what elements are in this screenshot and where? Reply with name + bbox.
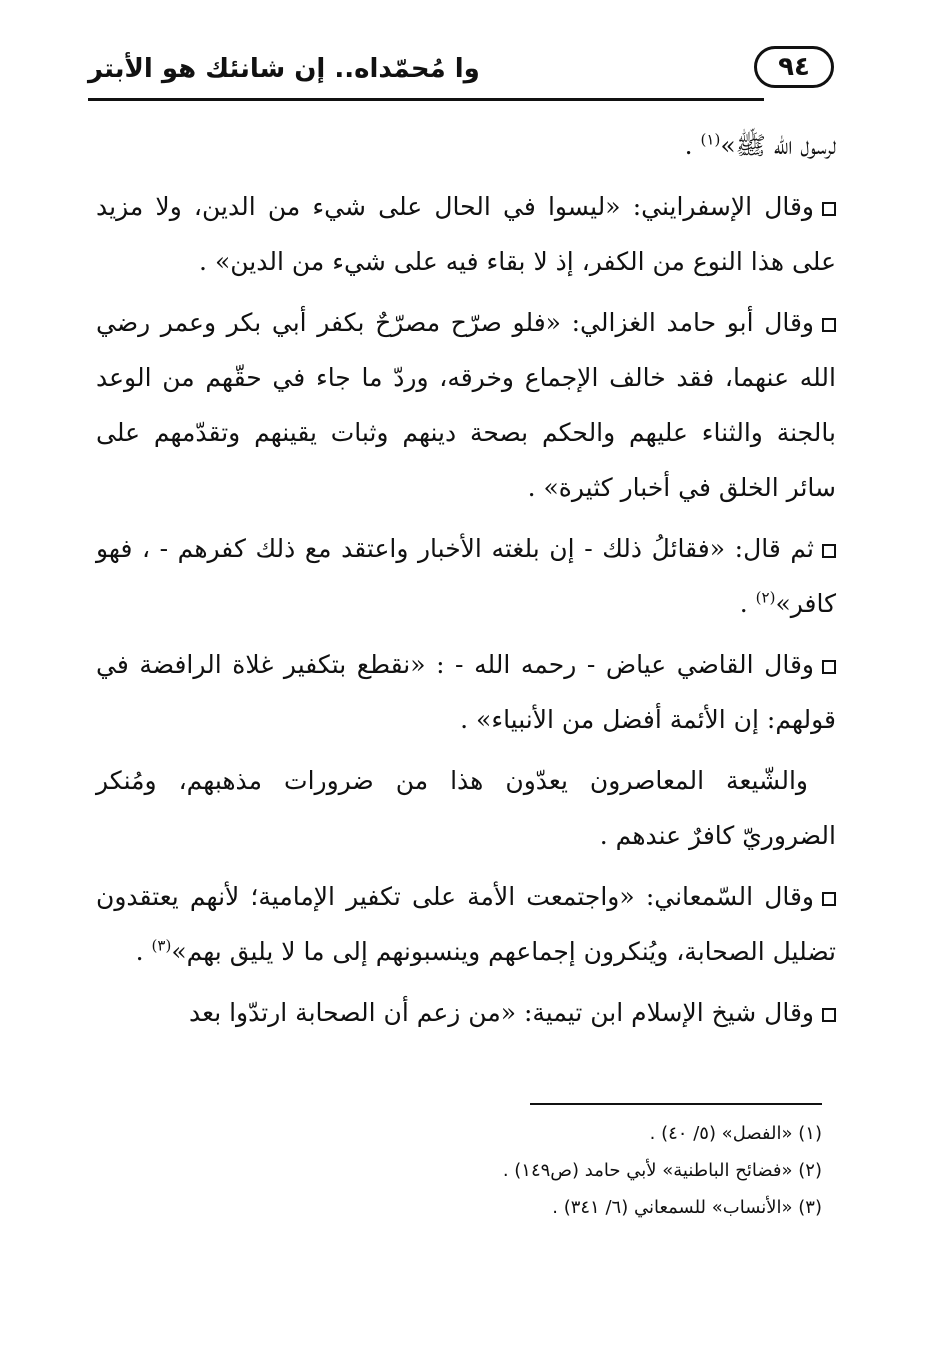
- footnote-2: (٢) «فضائح الباطنية» لأبي حامد (ص١٤٩) .: [502, 1160, 822, 1181]
- footnote-3: (٣) «الأنساب» للسمعاني (٦/ ٣٤١) .: [552, 1197, 822, 1218]
- paragraph-text: ثم قال: «فقائلُ ذلك - إن بلغته الأخبار واعتقد مع ذلك كفرهم - ، فهو كافر»: [96, 534, 836, 618]
- square-bullet-icon: [822, 202, 836, 216]
- paragraph: [96, 985, 836, 1040]
- paragraph-text: وقال السّمعاني: «واجتمعت الأمة على تكفير الإمامية؛ لأنهم يعتقدون تضليل الصحابة، ويُنكرون إجماعهم وينسبونهم إلى ما لا يليق بهم»: [96, 882, 836, 966]
- paragraph-text: وقال القاضي عياض - رحمه الله - : «نقطع بتكفير غلاة الرافضة في قولهم: إن الأئمة أفضل من الأنبياء» .: [96, 650, 836, 734]
- paragraph-text: وقال شيخ الإسلام ابن تيمية: «من زعم أن الصحابة ارتدّوا بعد: [189, 998, 814, 1027]
- running-header-title: وا مُحمّداه.. إن شانئك هو الأبتر: [88, 54, 480, 84]
- paragraph: [96, 521, 836, 631]
- footnote-ref: (١): [700, 130, 721, 149]
- footnotes: [460, 1115, 822, 1226]
- paragraph-text: وقال الإسفرايني: «ليسوا في الحال على شيء من الدين، ولا مزيد على هذا النوع من الكفر، إذ لا بقاء فيه على شيء من الدين» .: [96, 192, 836, 276]
- paragraph-text: والشّيعة المعاصرون يعدّون هذا من ضرورات مذهبهم، ومُنكر الضروريّ كافرٌ عندهم .: [96, 766, 836, 850]
- footnote-1: (١) «الفصل» (٥/ ٤٠) .: [649, 1123, 822, 1144]
- footnote-ref: (٣): [151, 936, 172, 955]
- paragraph: [96, 637, 836, 747]
- square-bullet-icon: [822, 318, 836, 332]
- square-bullet-icon: [822, 660, 836, 674]
- paragraph-text: لرسول الله ﷺ»: [720, 131, 836, 160]
- footnote-ref: (٢): [755, 588, 776, 607]
- paragraph: [96, 295, 836, 515]
- paragraph: [96, 118, 836, 173]
- paragraph-end: .: [739, 589, 756, 618]
- square-bullet-icon: [822, 1008, 836, 1022]
- footnote-divider: [530, 1103, 822, 1105]
- paragraph-end: .: [135, 937, 152, 966]
- paragraph: [96, 179, 836, 289]
- square-bullet-icon: [822, 892, 836, 906]
- paragraph: [96, 753, 836, 863]
- paragraph-end: .: [684, 131, 701, 160]
- paragraph-text: وقال أبو حامد الغزالي: «فلو صرّح مصرّحٌ بكفر أبي بكر وعمر رضي الله عنهما، فقد خالف الإجماع وخرقه، وردّ ما جاء في حقّهم من الوعد بالجنة والثناء عليهم والحكم بصحة دينهم وثبات يقينهم وتقدّمهم على سائر الخلق في أخبار كثيرة» .: [96, 308, 836, 502]
- page-header: [88, 40, 834, 108]
- square-bullet-icon: [822, 544, 836, 558]
- header-divider: [88, 98, 764, 101]
- paragraph: [96, 869, 836, 979]
- page-number: ٩٤: [754, 46, 834, 88]
- body-text: [96, 118, 836, 1046]
